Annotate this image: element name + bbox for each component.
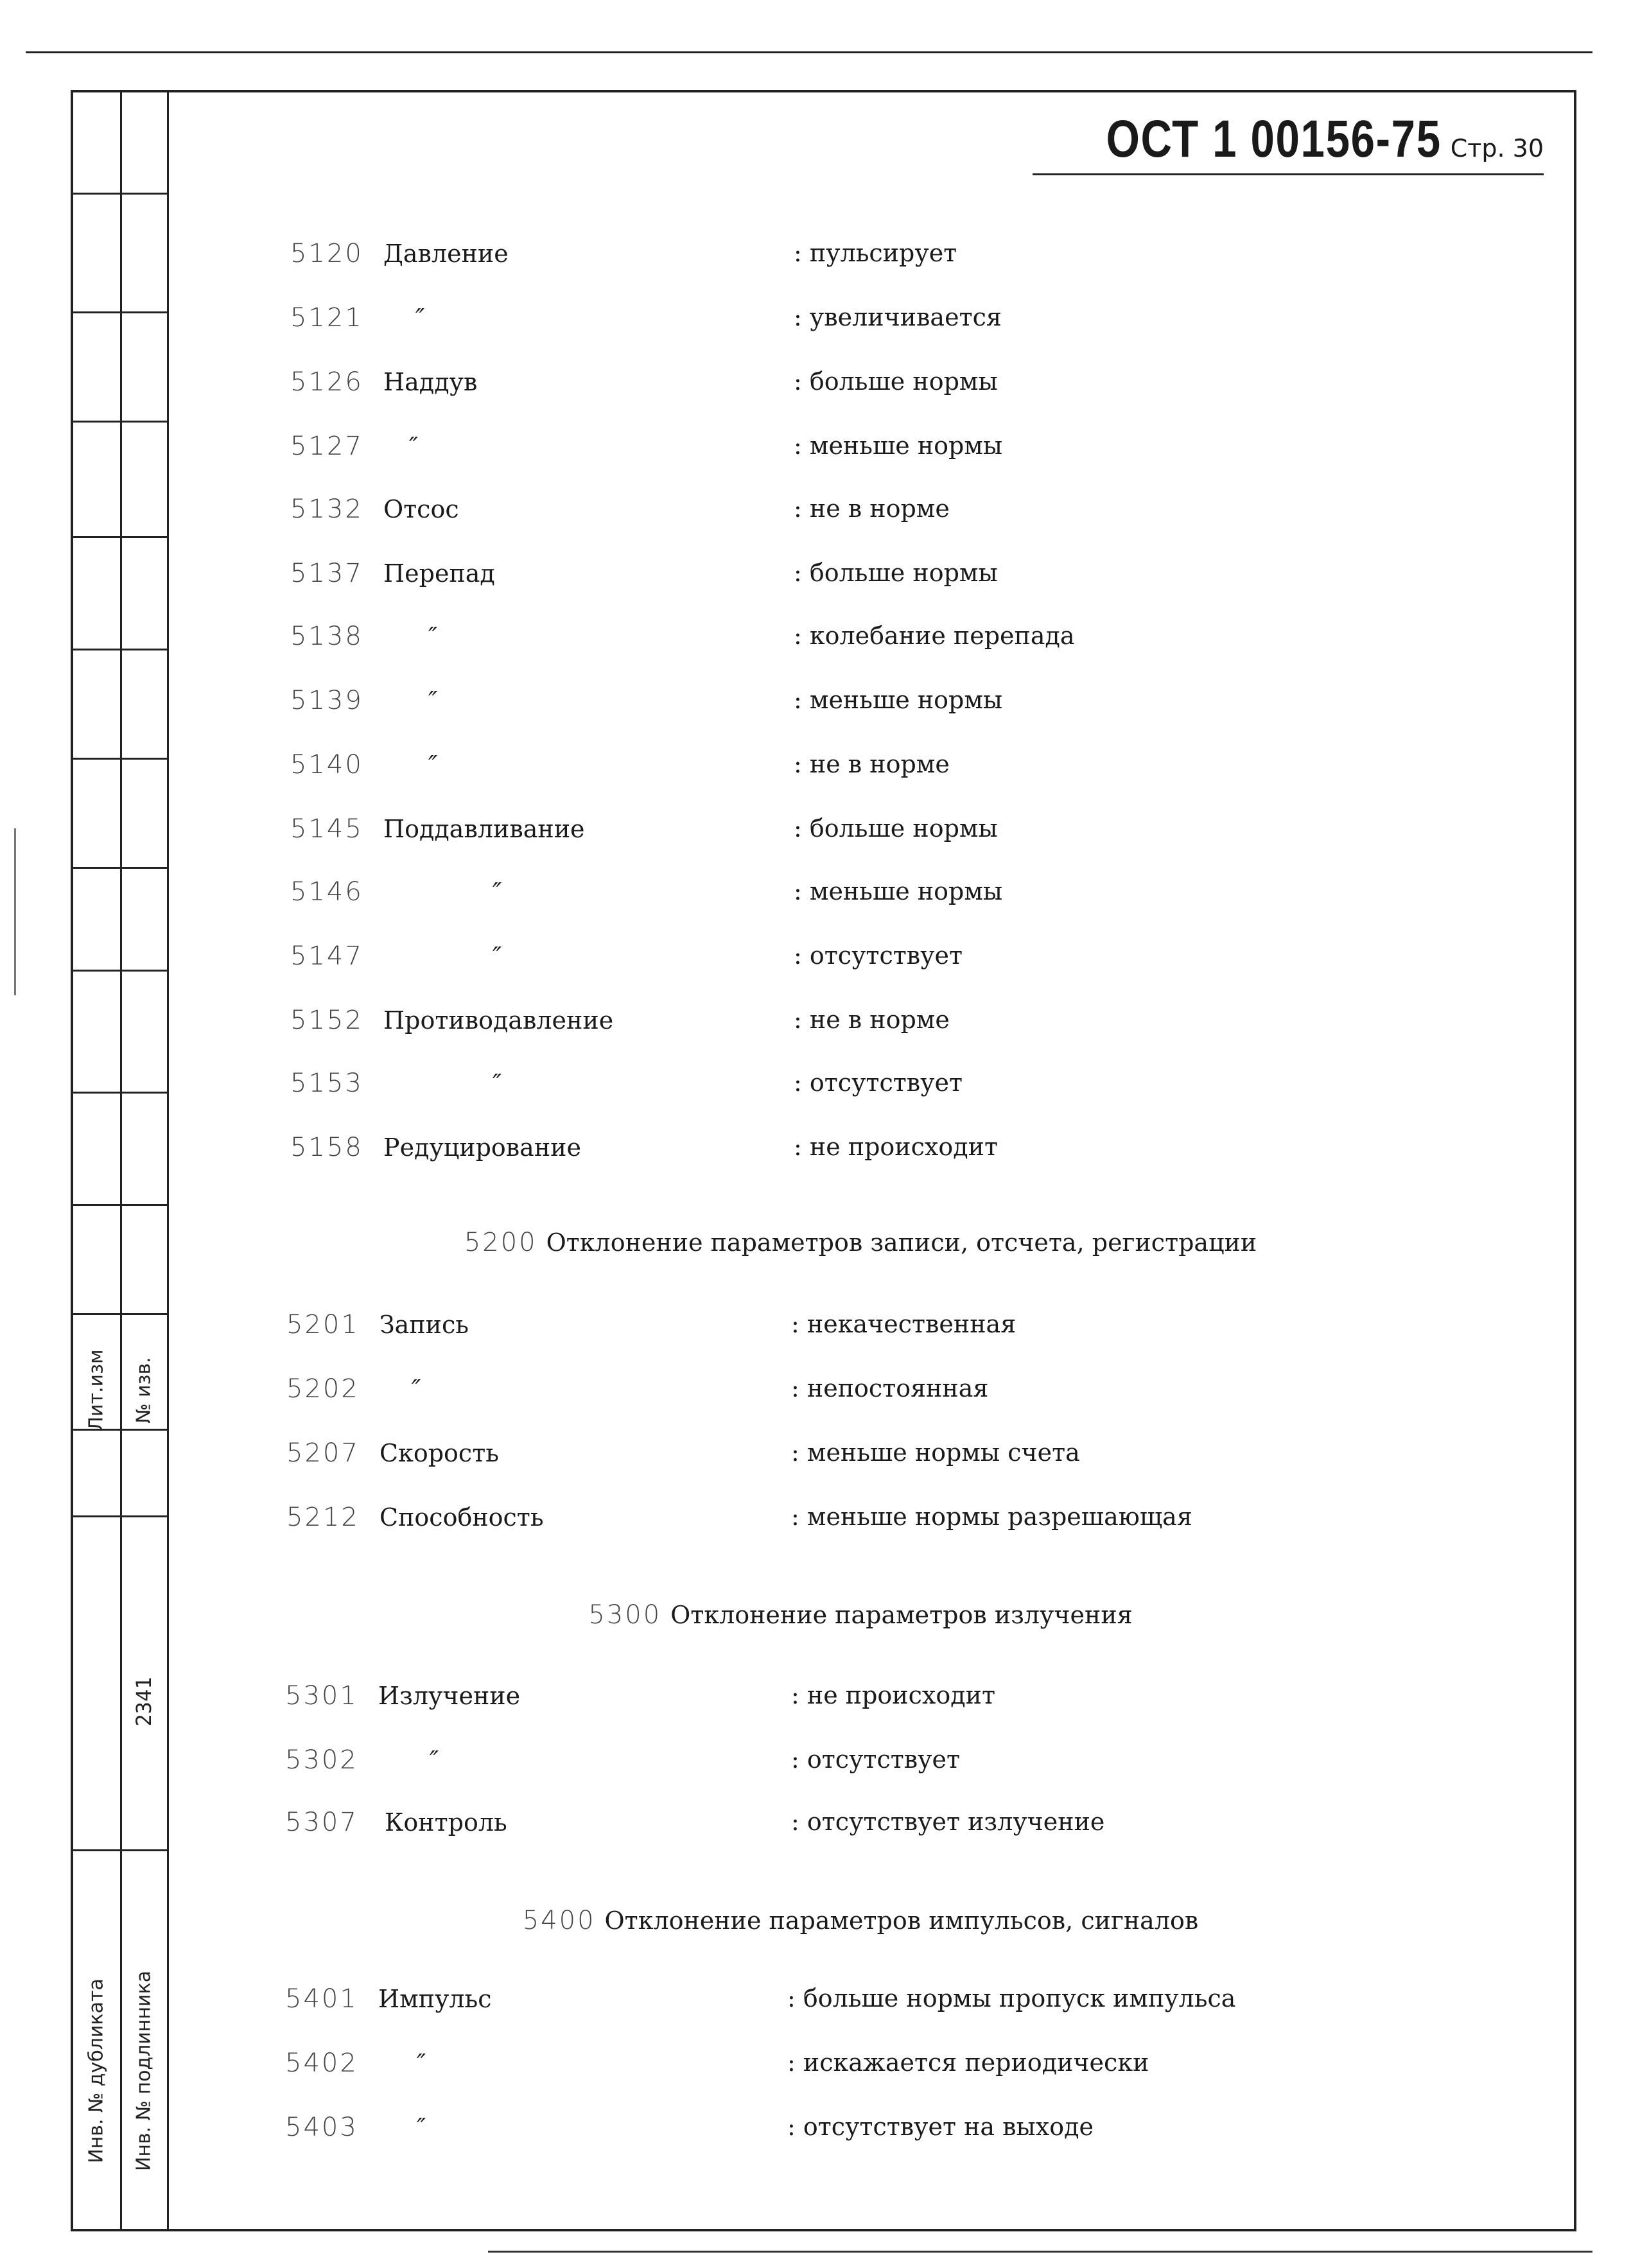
page-reference: Стр. 30 [1450,134,1544,162]
list-item: 5137 Перепад [290,559,495,588]
list-item: 5301 Излучение [285,1681,521,1711]
content-border [167,90,169,2231]
list-item: 5158 Редуцирование [290,1133,581,1162]
lit-izm-label: Лит.изм [85,1349,108,1431]
list-item-value: : меньше нормы [794,686,1003,714]
list-item: 5307 Контроль [285,1808,507,1837]
list-item-value: : колебание перепада [794,622,1075,650]
side-number: 2341 [132,1677,156,1727]
list-item-value: : отсутствует [791,1745,961,1774]
list-item-value: : больше нормы [794,814,998,842]
list-item: 5201 Запись [286,1310,469,1339]
list-item-value: : не в норме [794,1006,950,1034]
list-item-value: : отсутствует на выходе [787,2113,1094,2141]
side-column-divider [120,90,122,2231]
inv-dubl-label: Инв. № дубликата [85,1978,108,2163]
list-item: 5120 Давление [290,239,509,268]
list-item: 5147 ″ [290,941,502,971]
list-item: 5146 ″ [290,877,502,907]
document-id: ОСТ 1 00156-75 [1106,110,1442,168]
list-item: 5126 Наддув [290,367,478,397]
list-item-value: : непостоянная [791,1374,989,1402]
section-heading-5400: 5400 Отклонение параметров импульсов, сигналов [522,1906,1199,1935]
list-item-value: : больше нормы [794,559,998,587]
list-item-value: : меньше нормы разрешающая [791,1503,1192,1531]
document-header [1033,109,1544,175]
top-rule [26,51,1592,53]
left-margin-mark [14,828,16,995]
list-item-value: : отсутствует [794,941,963,970]
list-item: 5403 ″ [285,2113,426,2142]
list-item-value: : некачественная [791,1310,1016,1338]
list-item-value: : искажается периодически [787,2048,1149,2077]
list-item-value: : меньше нормы [794,877,1003,905]
list-item: 5302 ″ [285,1745,439,1775]
list-item: 5145 Поддавливание [290,814,585,844]
list-item: 5207 Скорость [286,1438,499,1468]
list-item-value: : отсутствует [794,1069,963,1097]
list-item-value: : меньше нормы счета [791,1438,1080,1467]
list-item: 5153 ″ [290,1069,502,1098]
list-item: 5401 Импульс [285,1984,492,2014]
no-izv-label: № изв. [132,1357,155,1424]
bottom-rule [488,2251,1592,2253]
list-item: 5140 ″ [290,750,438,780]
section-heading-5200: 5200 Отклонение параметров записи, отсчета, регистрации [464,1228,1257,1257]
list-item: 5212 Способность [286,1503,544,1532]
list-item: 5138 ″ [290,622,438,651]
list-item-value: : больше нормы пропуск импульса [787,1984,1236,2012]
list-item: 5121 ″ [290,303,425,333]
list-item-value: : не происходит [794,1133,998,1161]
list-item: 5402 ″ [285,2048,426,2078]
list-item-value: : не в норме [794,750,950,778]
list-item: 5202 ″ [286,1374,421,1404]
list-item: 5139 ″ [290,686,438,715]
section-heading-5300: 5300 Отклонение параметров излучения [588,1600,1133,1630]
list-item-value: : увеличивается [794,303,1002,331]
list-item-value: : отсутствует излучение [791,1808,1105,1836]
list-item-value: : меньше нормы [794,432,1003,460]
list-item-value: : не в норме [794,494,950,523]
list-item: 5152 Противодавление [290,1006,614,1035]
inv-podl-label: Инв. № подлинника [132,1970,155,2172]
list-item: 5132 Отсос [290,494,459,524]
list-item: 5127 ″ [290,432,419,461]
list-item-value: : пульсирует [794,239,957,267]
list-item-value: : больше нормы [794,367,998,396]
list-item-value: : не происходит [791,1681,995,1709]
